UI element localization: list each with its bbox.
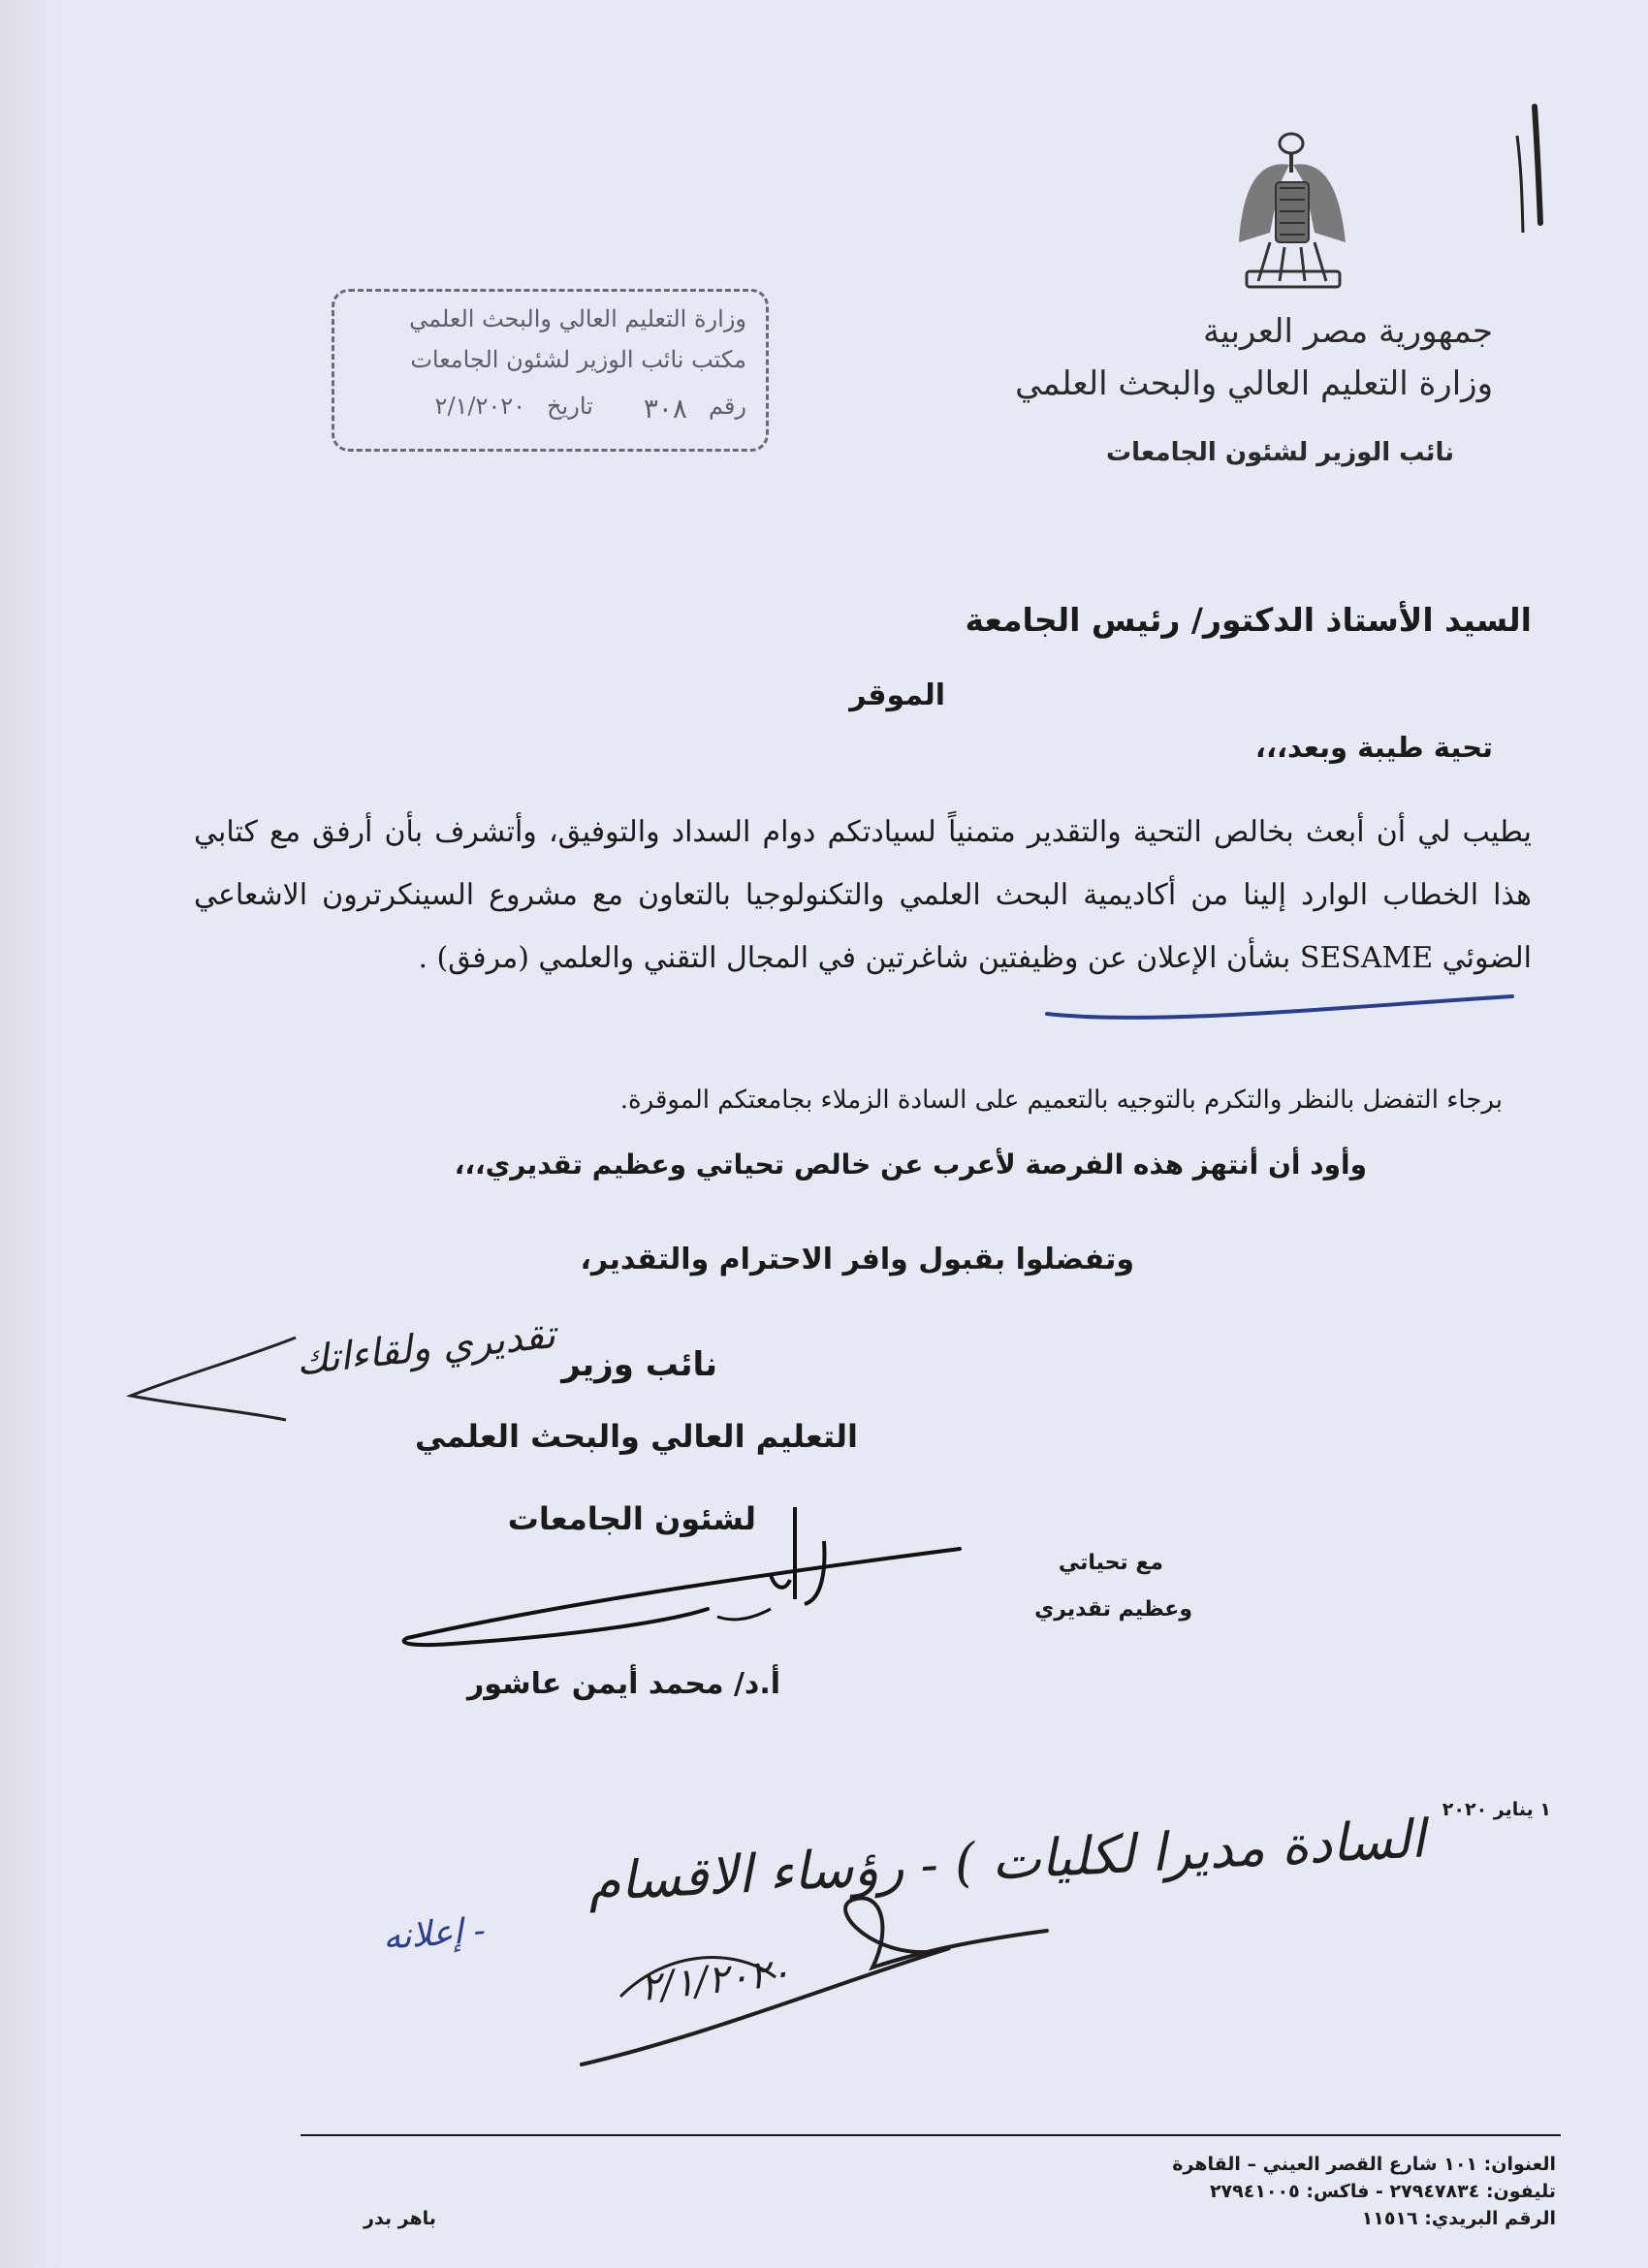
header-ministry: وزارة التعليم العالي والبحث العلمي	[1015, 364, 1493, 403]
header-country: جمهورية مصر العربية	[1202, 312, 1493, 351]
signature-name: أ.د/ محمد أيمن عاشور	[467, 1667, 780, 1701]
stamp-number-value: ٣٠٨	[643, 393, 687, 425]
margin-scribble	[121, 1328, 315, 1425]
honorific: الموقر	[849, 678, 945, 712]
stamp-date-value: ٢/١/٢٠٢٠	[434, 393, 526, 420]
paragraph-1: يطيب لي أن أبعث بخالص التحية والتقدير متمنياً لسيادتكم دوام السداد والتوفيق، وأتشرف بأن أرفق مع كتابي هذا الخطاب الوارد إلينا من أكاديمية البحث العلمي والتكنولوجيا بالتعاون مع مشروع السينكرترون الاشعاعي الضوئي SESAME بشأن الإعلان عن وظيفتين شاغرتين في المجال التقني والعلمي (مرفق) .	[194, 815, 1532, 975]
footer-initials: باهر بدر	[364, 2208, 436, 2229]
stamp-date-label: تاريخ	[547, 393, 593, 420]
signature-title1: نائب وزير	[561, 1345, 717, 1384]
eagle-crest-icon	[1231, 126, 1357, 296]
footer-phone: تليفون: ٢٧٩٤٧٨٣٤ - فاكس: ٢٧٩٤١٠٠٥	[1209, 2181, 1556, 2202]
greeting: تحية طيبة وبعد،،،	[1254, 731, 1493, 764]
paragraph-2: برجاء التفضل بالنظر والتكرم بالتوجيه بالتعميم على السادة الزملاء بجامعتكم الموقرة.	[619, 1086, 1503, 1115]
handwritten-note-3: ٢/١/٢٠٢٠	[638, 1949, 793, 2011]
scan-edge	[0, 0, 64, 2268]
regards-line2: وعظيم تقديري	[1034, 1597, 1192, 1622]
corner-mark	[1498, 97, 1556, 242]
signature-title2: التعليم العالي والبحث العلمي	[414, 1418, 858, 1455]
letter-date: ١ يناير ٢٠٢٠	[1442, 1799, 1551, 1820]
handwritten-initial-scribble	[562, 1890, 1066, 2074]
addressee: السيد الأستاذ الدكتور/ رئيس الجامعة	[965, 601, 1532, 639]
footer-address: العنوان: ١٠١ شارع القصر العيني – القاهرة	[1172, 2154, 1556, 2175]
stamp-number-label: رقم	[708, 393, 746, 420]
closing: وتفضلوا بقبول وافر الاحترام والتقدير،	[580, 1243, 1134, 1276]
footer-postal: الرقم البريدي: ١١٥١٦	[1361, 2208, 1556, 2229]
sesame-underline	[1037, 987, 1522, 1025]
incoming-stamp	[332, 289, 769, 452]
stamp-line2: مكتب نائب الوزير لشئون الجامعات	[410, 346, 746, 373]
signature-title3: لشئون الجامعات	[507, 1500, 756, 1537]
handwritten-signature	[388, 1502, 989, 1667]
handwritten-note-2: - إعلانه	[381, 1910, 488, 1958]
margin-handwritten-note: تقديري ولقاءاتك	[294, 1312, 557, 1384]
regards-line1: مع تحياتي	[1058, 1551, 1163, 1575]
header-office: نائب الوزير لشئون الجامعات	[1105, 438, 1454, 467]
footer-divider	[301, 2134, 1561, 2136]
paragraph-3: وأود أن أنتهز هذه الفرصة لأعرب عن خالص تحياتي وعظيم تقديري،،،	[454, 1149, 1367, 1181]
stamp-line1: وزارة التعليم العالي والبحث العلمي	[409, 305, 746, 332]
handwritten-note-1: السادة مديرا لكليات ) - رؤساء الاقسام	[586, 1808, 1427, 1913]
